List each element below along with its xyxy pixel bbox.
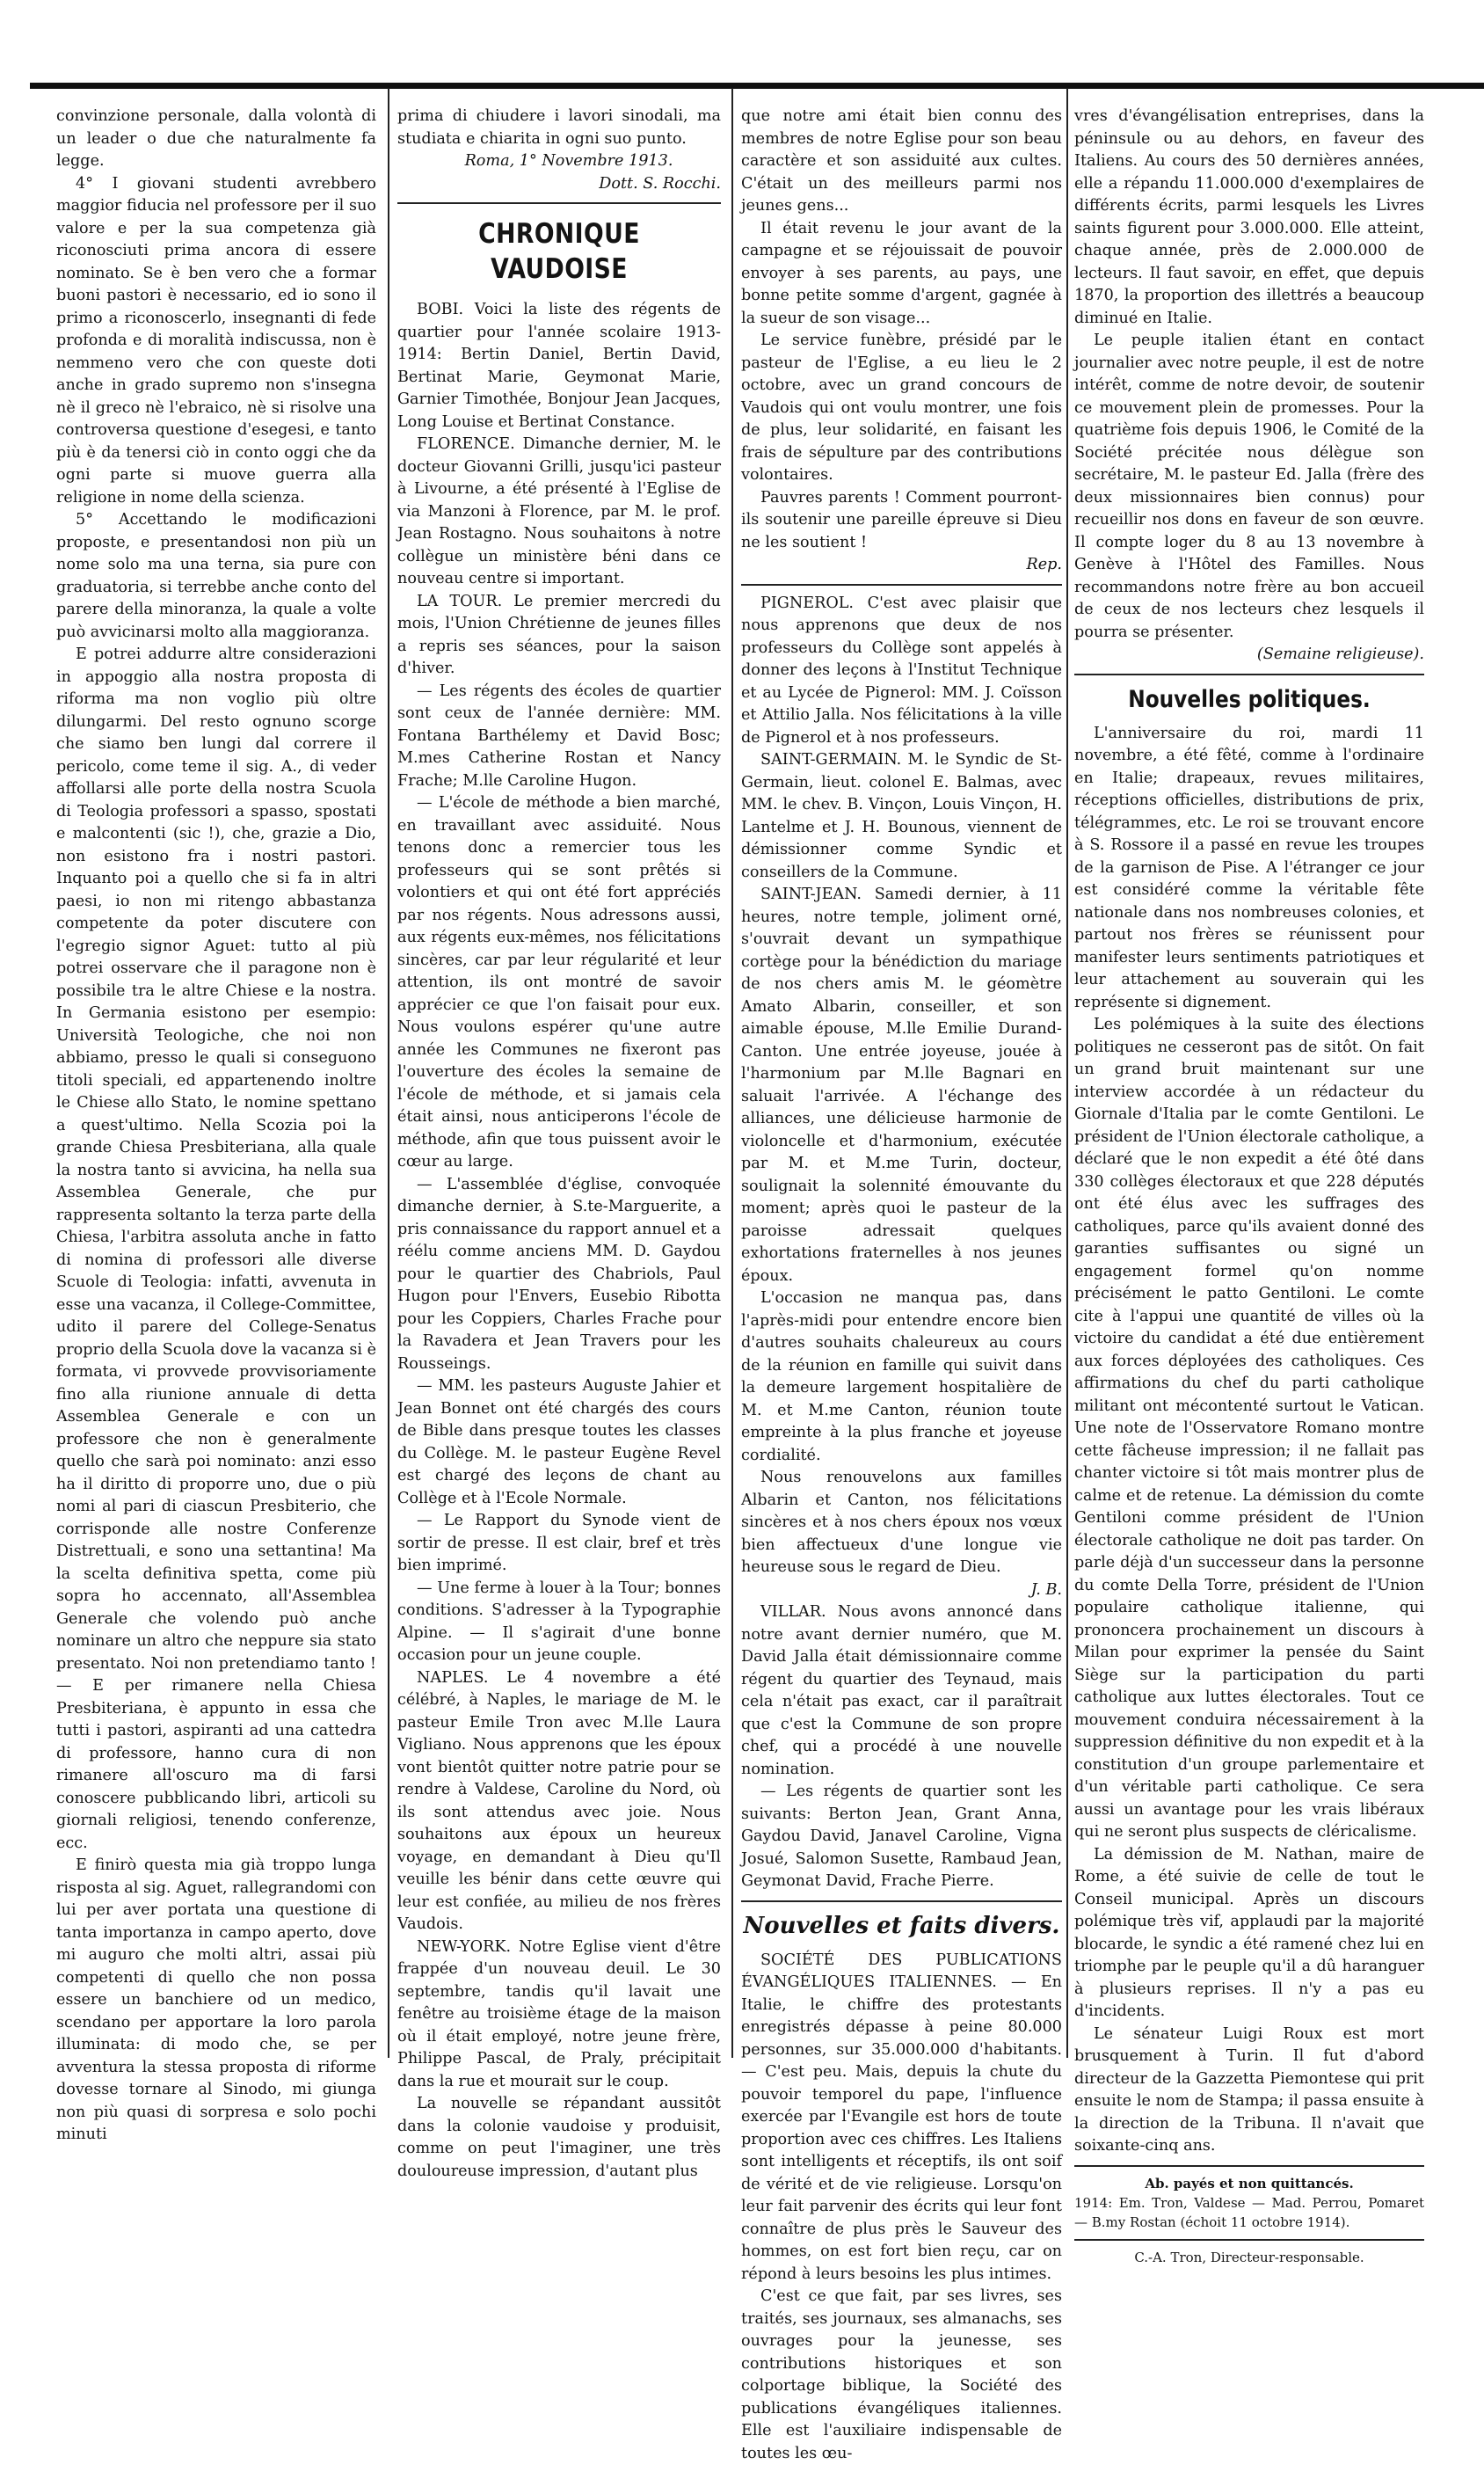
paragraph: — Les régents de quartier sont les suivants: Berton Jean, Grant Anna, Gaydou David, Janavel Caroline, Vigna Josué, Salomon Susette, Rambaud Jean, Geymonat David, Frache Pierre. [741, 1783, 1062, 1890]
paragraph: — MM. les pasteurs Auguste Jahier et Jean Bonnet ont été chargés des cours de Bible dans presque toutes les classes du Collège. M. le pasteur Eugène Revel est chargé des leçons de chant au Collège et à l'Ecole Normale. [397, 1377, 721, 1507]
paragraph: 5° Accettando le modificazioni proposte, e presentandosi non più un nome solo ma una terna, sia pure con graduatoria, si terrebbe anche conto del parere della minoranza, la quale a volte può avvicinarsi molto alla maggioranza. [56, 511, 376, 641]
section-heading: CHRONIQUE VAUDOISE [478, 218, 640, 285]
section-rule [741, 1900, 1062, 1902]
section-heading: Nouvelles politiques. [1128, 685, 1371, 713]
column-2 [397, 106, 721, 2180]
column-divider [731, 88, 733, 2058]
paragraph: BOBI. Voici la liste des régents de quartier pour l'année scolaire 1913-1914: Bertin Daniel, Bertin David, Bertinat Marie, Geymonat Marie, Garnier Timothée, Bonjour Jean Jacques, Long Louise et Bertinat Constance. [397, 301, 721, 431]
paragraph: E finirò questa mia già troppo lunga risposta al sig. Aguet, rallegrandomi con lui per aver portata una questione di tanta importanza in campo aperto, dove mi auguro che molti altri, assai più competenti di quello che non possa essere un banchiere od un medico, scendano per apportare la loro parola illuminata: di modo che, se per avventura la stessa proposta di riforme dovesse tornare al Sinodo, mi giunga non più quasi di sorpresa e solo pochi minuti [56, 1856, 376, 2143]
paragraph: — L'assemblée d'église, convoquée dimanche dernier, à S.te-Marguerite, a pris connaissance du rapport annuel et a réélu comme anciens MM. D. Gaydou pour le quartier des Chabriols, Paul Hugon pour l'Envers, Eusebio Ribotta pour les Coppiers, Charles Frache pour la Ravadera et Jean Travers pour les Rousseings. [397, 1175, 721, 1373]
signature: Dott. S. Rocchi. [599, 174, 721, 193]
paragraph: — L'école de méthode a bien marché, en travaillant avec assiduité. Nous tenons donc a remercier tous les professeurs qui se sont prêtés si volontiers et qui ont été fort appréciés par nos régents. Nous adressons aussi, aux régents eux-mêmes, nos félicitations sincères, car par leur régularité et leur attention, ils ont montré de savoir apprécier ce que l'on faisait pour eux. Nous voulons espérer qu'une autre année les Communes ne fixeront pas l'ouverture des écoles la semaine de l'école de méthode, et si jamais cela était ainsi, nous anticiperons l'école de méthode, afin que tous puissent avoir le cœur au large. [397, 794, 721, 1171]
column-divider [388, 88, 389, 2058]
paragraph: E potrei addurre altre considerazioni in appoggio alla nostra proposta di riforma ma non voglio più oltre dilungarmi. Del resto ognuno scorge che siamo ben lungi dal correre il pericolo, come teme il sig. A., di veder affollarsi alle porte della nostra Scuola di Teologia professori a spasso, spostati e malcontenti (sic !), che, grazie a Dio, non esistono fra i nostri pastori. Inquanto poi a quello che si fa in altri paesi, io non mi ritengo abbastanza competente da poter discutere con l'egregio signor Aguet: tutto al più potrei osservare che il paragone non è possibile tra le altre Chiese e la nostra. In Germania esistono per esempio: Università Teologiche, che noi non abbiamo, presso le quali si conseguono titoli speciali, ed appartenendo inoltre le Chiese allo Stato, le nomine spettano a quest'ultimo. Nella Scozia poi la grande Chiesa Presbiteriana, alla quale la nostra tanto si avvicina, ha nella sua Assemblea Generale, che pur rappresenta soltanto la terza parte della Chiesa, l'arbitra assoluta anche in fatto di nomina di professori alle diverse Scuole di Teologia: infatti, avvenuta in esse una vacanza, il College-Committee, udito il parere del College-Senatus proprio della Scuola dove la vacanza si è formata, vi provvede provvisoriamente fino alla riunione annuale di detta Assemblea Generale e con un professore che non è generalmente quello che sarà poi nominato: anzi esso ha il diritto di proporre uno, due o più nomi al pari di ciascun Presbiterio, che corrisponde alle nostre Conferenze Distrettuali, e sono una settantina! Ma la scelta definitiva spetta, come più sopra ho accennato, all'Assemblea Generale che volendo può anche nominare un altro che neppure sia stato presentato. Noi non pretendiamo tanto ! — E per rimanere nella Chiesa Presbiteriana, è appunto in essa che tutti i pastori, aspiranti ad una cattedra di professore, hanno cura di non rimanere all'oscuro ma di farsi conoscere pubblicando libri, articoli su giornali religiosi, tenendo conferenze, ecc. [56, 645, 376, 1852]
paragraph: Le peuple italien étant en contact journalier avec notre peuple, il est de notre intérêt, comme de notre devoir, de soutenir ce mouvement plein de promesses. Pour la quatrième fois depuis 1906, le Comité de la Société précitée nous délègue son secrétaire, M. le pasteur Ed. Jalla (frère des deux missionnaires bien connus) pour recueillir nos dons en faveur de son œuvre. Il compte loger du 8 au 13 novembre à Genève à l'Hôtel des Familles. Nous recommandons notre frère au bon accueil de ceux de nos lecteurs chez lesquels il pourra se présenter. [1074, 332, 1424, 641]
paragraph: NEW-YORK. Notre Eglise vient d'être frappée d'un nouveau deuil. Le 30 septembre, tandis qu'il lavait une fenêtre au troisième étage de la maison où il était employé, notre jeune frère, Philippe Pascal, de Praly, précipitait dans la rue et mourait sur le coup. [397, 1937, 721, 2090]
section-rule [741, 584, 1062, 586]
column-divider [1066, 88, 1068, 2058]
paragraph: Il était revenu le jour avant de la campagne et se réjouissait de pouvoir envoyer à ses parents, au pays, une bonne petite somme d'argent, gagnée à la sueur de son visage... [741, 219, 1062, 327]
paragraph: — Les régents des écoles de quartier sont ceux de l'année dernière: MM. Fontana Barthélemy et David Bosc; M.mes Catherine Rostan et Nancy Frache; M.lle Caroline Hugon. [397, 682, 721, 790]
signature: J. B. [1030, 1580, 1062, 1599]
dateline: Roma, 1° Novembre 1913. [464, 152, 673, 170]
section-rule [397, 202, 721, 204]
source-credit: (Semaine religieuse). [1256, 645, 1424, 663]
subscriptions-title: Ab. payés et non quittancés. [1145, 2175, 1354, 2192]
section-rule [1074, 2239, 1424, 2241]
paragraph: Le service funèbre, présidé par le pasteur de l'Eglise, a eu lieu le 2 octobre, avec un grand concours de Vaudois qui ont voulu montrer, une fois de plus, leur solidarité, en faisant les frais de sépulture par des contributions volontaires. [741, 332, 1062, 484]
paragraph: NAPLES. Le 4 novembre a été célébré, à Naples, le mariage de M. le pasteur Emile Tron avec M.lle Laura Vigliano. Nous apprenons que les époux vont bientôt quitter notre patrie pour se rendre à Valdese, Caroline du Nord, où ils sont attendus avec joie. Nous souhaitons aux époux un heureux voyage, en demandant à Dieu qu'Il veuille les bénir dans cette œuvre qui leur est confiée, au milieu de nos frères Vaudois. [397, 1668, 721, 1933]
column-3 [741, 106, 1062, 2462]
paragraph: La nouvelle se répandant aussitôt dans la colonie vaudoise y produisit, comme on peut l'imaginer, une très douloureuse impression, d'autant plus [397, 2095, 721, 2180]
section-rule [1074, 674, 1424, 675]
paragraph: 4° I giovani studenti avrebbero maggior fiducia nel professore per il suo valore e per la sua competenza già riconosciuti prima ancora di essere nominato. Se è ben vero che a formar buoni pastori è necessario, ed io sono il primo a riconoscerlo, insegnanti di fede profonda e di moralità indiscussa, non è nemmeno vero che con queste doti anche in grado supremo non s'insegna nè il greco nè l'ebraico, nè si risolve una controversa questione d'esegesi, e tanto più è da tenersi ciò in conto oggi che da ogni parte si muove guerra alla religione in nome della scienza. [56, 174, 376, 507]
column-4 [1074, 106, 1424, 2265]
column-1 [56, 106, 376, 2143]
paragraph: vres d'évangélisation entreprises, dans la péninsule ou au dehors, en faveur des Italiens. Au cours des 50 dernières années, elle a répandu 11.000.000 d'exemplaires de différents écrits, parmi lesquels les Livres saints figurent pour 3.000.000. Elle atteint, chaque année, près de 2.000.000 de lecteurs. Il faut savoir, en effet, que depuis 1870, la proportion des illettrés a beaucoup diminué en Italie. [1074, 107, 1424, 327]
paragraph: VILLAR. Nous avons annoncé dans notre avant dernier numéro, que M. David Jalla était démissionnaire comme régent du quartier des Teynaud, mais cela n'était pas exact, car il paraîtrait que c'est la Commune de son propre chef, qui a procédé à une nouvelle nomination. [741, 1603, 1062, 1778]
paragraph: C'est ce que fait, par ses livres, ses traités, ses journaux, ses almanachs, ses ouvrages pour la jeunesse, ses contributions historiques et son colportage biblique, la Société des publications évangéliques italiennes. Elle est l'auxiliaire indispensable de toutes les œu- [741, 2287, 1062, 2462]
director-line: C.-A. Tron, Directeur-responsable. [1134, 2249, 1364, 2265]
paragraph: SAINT-GERMAIN. M. le Syndic de St-Germain, lieut. colonel E. Balmas, avec MM. le chev. B. Vinçon, Louis Vinçon, H. Lantelme et J. H. Bounous, viennent de démissionner comme Syndic et conseillers de la Commune. [741, 751, 1062, 881]
signature: Rep. [1026, 556, 1062, 573]
paragraph: La démission de M. Nathan, maire de Rome, a été suivie de celle de tout le Conseil municipal. Après un discours polémique très vif, applaudi par la majorité blocarde, le syndic a été ramené chez lui en triomphe par le peuple qu'il a dû haranguer à plusieurs reprises. Il n'y a pas eu d'incidents. [1074, 1845, 1424, 2020]
paragraph: SAINT-JEAN. Samedi dernier, à 11 heures, notre temple, joliment orné, s'ouvrait devant un sympathique cortège pour la bénédiction du mariage de nos chers amis M. le géomètre Amato Albarin, conseiller, et son aimable épouse, M.lle Emilie Durand-Canton. Une entrée joyeuse, jouée à l'harmonium par M.lle Bagnari en saluait l'arrivée. A l'échange des alliances, une délicieuse harmonie de violoncelle et d'harmonium, exécutée par M. et M.me Turin, docteur, soulignait la solennité émouvante du moment; après quoi le pasteur de la paroisse adressait quelques exhortations fraternelles à nos jeunes époux. [741, 886, 1062, 1285]
paragraph: Les polémiques à la suite des élections politiques ne cesseront pas de sitôt. On fait un grand bruit maintenant sur une interview accordée à un rédacteur du Giornale d'Italia par le comte Gentiloni. Le président de l'Union électorale catholique, a déclaré que le non expedit a été ôté dans 330 collèges électoraux et que 228 députés ont été élus avec les suffrages des catholiques, parce qu'ils avaient donné des garanties suffisantes ou signé un engagement formel qu'on nomme précisément le patto Gentiloni. Le comte cite à l'appui une quantité de villes où la victoire du candidat a été due entièrement aux forces déployées des catholiques. Ces affirmations du chef du parti catholique militant ont mécontenté surtout le Vatican. Une note de l'Osservatore Romano montre cette fâcheuse impression; il ne fallait pas chanter victoire si tôt mais montrer plus de calme et de retenue. La démission du comte Gentiloni comme président de l'Union électorale catholique ne doit pas tarder. On parle déjà d'un successeur dans la personne du comte Della Torre, président de l'Union populaire catholique italienne, qui prononcera prochainement un discours à Milan pour exprimer la pensée du Saint Siège sur la participation du parti catholique aux luttes électorales. Tout ce mouvement conduira nécessairement à la suppression définitive du non expedit et à la constitution d'un groupe parlementaire et d'un véritable parti catholique. Ce sera aussi un avantage pour les vrais libéraux qui ne seront plus suspects de cléricalisme. [1074, 1016, 1424, 1841]
paragraph: FLORENCE. Dimanche dernier, M. le docteur Giovanni Grilli, jusqu'ici pasteur à Livourne, a été présenté à l'Eglise de via Manzoni à Florence, par M. le prof. Jean Rostagno. Nous souhaitons à notre collègue un ministère béni dans ce nouveau centre si important. [397, 435, 721, 587]
top-rule [30, 83, 1484, 89]
section-rule [1074, 2165, 1424, 2167]
paragraph: que notre ami était bien connu des membres de notre Eglise pour son beau caractère et son assiduité aux cultes. C'était un des meilleurs parmi nos jeunes gens... [741, 107, 1062, 215]
paragraph: LA TOUR. Le premier mercredi du mois, l'Union Chrétienne de jeunes filles a repris ses séances, pour la saison d'hiver. [397, 592, 721, 677]
paragraph: SOCIÉTÉ DES PUBLICATIONS ÉVANGÉLIQUES ITALIENNES. — En Italie, le chiffre des protestants enregistrés dépasse à peine 80.000 personnes, sur 35.000.000 d'habitants. — C'est peu. Mais, depuis la chute du pouvoir temporel du pape, l'influence exercée par l'Evangile est hors de toute proportion avec ces chiffres. Les Italiens sont intelligents et réceptifs, ils ont soif de vérité et de vie religieuse. Lorsqu'on leur fait parvenir des écrits qui leur font connaître de plus près le Sauveur des hommes, on est fort bien reçu, car on répond à leurs besoins les plus intimes. [741, 1951, 1062, 2283]
paragraph: L'anniversaire du roi, mardi 11 novembre, a été fêté, comme à l'ordinaire en Italie; drapeaux, revues militaires, réceptions officielles, distributions de prix, télégrammes, etc. Le roi se trouvant encore à S. Rossore il a passé en revue les troupes de la garnison de Pise. A l'étranger ce jour est considéré comme la véritable fête nationale dans nos nombreuses colonies, et partout nos frères se réunissent pour manifester leurs sentiments patriotiques et leur attachement au souverain qui les représente si dignement. [1074, 724, 1424, 1011]
paragraph: L'occasion ne manqua pas, dans l'après-midi pour entendre encore bien d'autres souhaits chaleureux au cours de la réunion en famille qui suivit dans la demeure largement hospitalière de M. et M.me Canton, réunion toute empreinte à la plus franche et joyeuse cordialité. [741, 1289, 1062, 1464]
paragraph: Le sénateur Luigi Roux est mort brusquement à Turin. Il fut d'abord directeur de la Gazzetta Piemontese qui prit ensuite le nom de Stampa; il passa ensuite à la direction de la Tribuna. Il n'avait que soixante-cinq ans. [1074, 2024, 1424, 2155]
paragraph: Nous renouvelons aux familles Albarin et Canton, nos félicitations sincères et à nos chers époux nos vœux bien affectueux d'une longue vie heureuse sous le regard de Dieu. [741, 1469, 1062, 1576]
paragraph: convinzione personale, dalla volontà di un leader o due che naturalmente fa legge. [56, 107, 376, 170]
section-subheading: Nouvelles et faits divers. [743, 1912, 1060, 1939]
paragraph: PIGNEROL. C'est avec plaisir que nous apprenons que deux de nos professeurs du Collège sont appelés à donner des leçons à l'Institut Technique et au Lycée de Pignerol: MM. J. Coïsson et Attilio Jalla. Nos félicitations à la ville de Pignerol et à nos professeurs. [741, 594, 1062, 747]
paragraph: prima di chiudere i lavori sinodali, ma studiata e chiarita in ogni suo punto. [397, 107, 721, 148]
paragraph: — Une ferme à louer à la Tour; bonnes conditions. S'adresser à la Typographie Alpine. — Il s'agirait d'une bonne occasion pour un jeune couple. [397, 1579, 721, 1664]
subscriptions-text: 1914: Em. Tron, Valdese — Mad. Perrou, Pomaret — B.my Rostan (échoit 11 octobre 1914). [1074, 2194, 1424, 2230]
paragraph: Pauvres parents ! Comment pourront-ils soutenir une pareille épreuve si Dieu ne les soutient ! [741, 488, 1062, 551]
paragraph: — Le Rapport du Synode vient de sortir de presse. Il est clair, bref et très bien imprimé. [397, 1512, 721, 1574]
